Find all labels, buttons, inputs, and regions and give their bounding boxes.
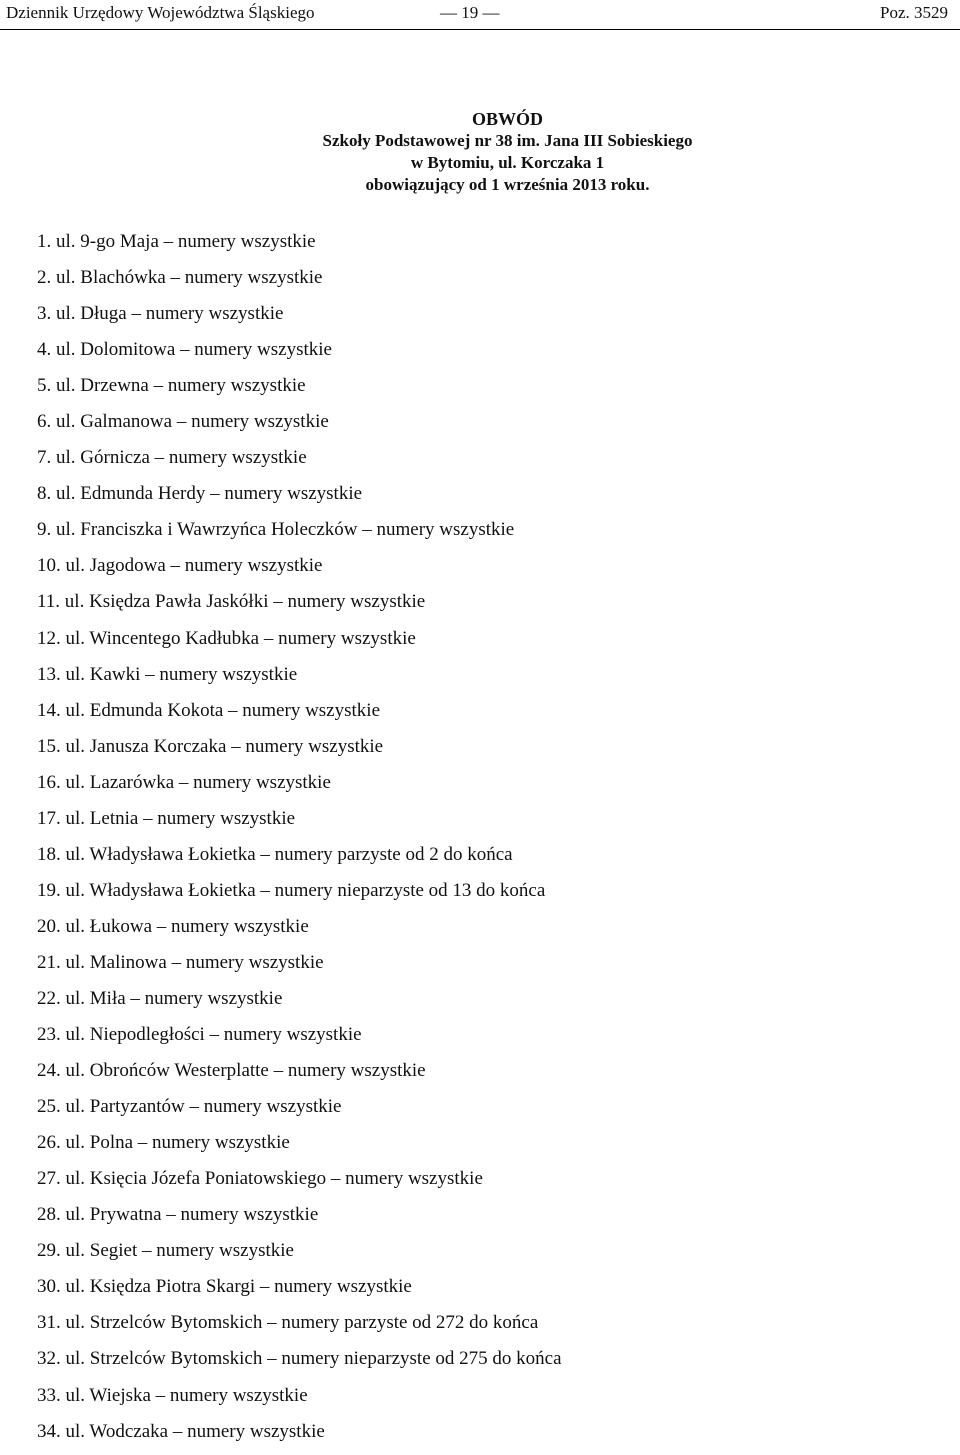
list-item: 28. ul. Prywatna – numery wszystkie (37, 1204, 319, 1226)
list-item: 34. ul. Wodczaka – numery wszystkie (37, 1420, 325, 1442)
list-item: 8. ul. Edmunda Herdy – numery wszystkie (37, 483, 363, 505)
list-item: 20. ul. Łukowa – numery wszystkie (37, 915, 309, 937)
header-divider (0, 29, 960, 30)
list-item: 30. ul. Księdza Piotra Skargi – numery wszystkie (37, 1276, 412, 1298)
list-item: 23. ul. Niepodległości – numery wszystkie (37, 1024, 362, 1046)
list-item: 5. ul. Drzewna – numery wszystkie (37, 375, 306, 397)
list-item: 17. ul. Letnia – numery wszystkie (37, 807, 296, 829)
list-item: 32. ul. Strzelców Bytomskich – numery nieparzyste od 275 do końca (37, 1348, 562, 1370)
list-item: 21. ul. Malinowa – numery wszystkie (37, 951, 324, 973)
list-item: 33. ul. Wiejska – numery wszystkie (37, 1384, 308, 1406)
list-item: 1. ul. 9-go Maja – numery wszystkie (37, 231, 316, 252)
list-item: 26. ul. Polna – numery wszystkie (37, 1132, 290, 1154)
list-item: 27. ul. Księcia Józefa Poniatowskiego – numery wszystkie (37, 1168, 483, 1190)
list-item: 16. ul. Lazarówka – numery wszystkie (37, 771, 331, 793)
list-item: 22. ul. Miła – numery wszystkie (37, 987, 283, 1009)
title-validity: obowiązujący od 1 września 2013 roku. (365, 175, 650, 194)
list-item: 10. ul. Jagodowa – numery wszystkie (37, 555, 323, 577)
list-item: 13. ul. Kawki – numery wszystkie (37, 663, 298, 685)
list-item: 2. ul. Blachówka – numery wszystkie (37, 267, 323, 289)
list-item: 31. ul. Strzelców Bytomskich – numery parzyste od 272 do końca (37, 1312, 539, 1334)
journal-name: Dziennik Urzędowy Województwa Śląskiego (6, 3, 315, 22)
list-item: 19. ul. Władysława Łokietka – numery nieparzyste od 13 do końca (37, 879, 546, 901)
page-header (0, 0, 960, 29)
list-item: 29. ul. Segiet – numery wszystkie (37, 1240, 294, 1262)
title-heading: OBWÓD (471, 109, 543, 129)
list-item: 11. ul. Księdza Pawła Jaskółki – numery wszystkie (37, 591, 426, 613)
list-item: 6. ul. Galmanowa – numery wszystkie (37, 411, 329, 433)
list-item: 15. ul. Janusza Korczaka – numery wszystkie (37, 735, 384, 757)
page-number: — 19 — (440, 3, 500, 22)
list-item: 14. ul. Edmunda Kokota – numery wszystkie (37, 699, 381, 721)
title-address: w Bytomiu, ul. Korczaka 1 (410, 153, 605, 172)
position-number: Poz. 3529 (880, 3, 948, 22)
street-list (37, 229, 562, 1455)
list-item: 4. ul. Dolomitowa – numery wszystkie (37, 339, 332, 361)
title-school: Szkoły Podstawowej nr 38 im. Jana III Sobieskiego (322, 131, 693, 150)
list-item: 25. ul. Partyzantów – numery wszystkie (37, 1096, 342, 1118)
document-title (230, 108, 785, 196)
list-item: 12. ul. Wincentego Kadłubka – numery wszystkie (37, 627, 416, 649)
list-item: 9. ul. Franciszka i Wawrzyńca Holeczków – numery wszystkie (37, 519, 515, 541)
list-item: 18. ul. Władysława Łokietka – numery parzyste od 2 do końca (37, 843, 513, 865)
list-item: 7. ul. Górnicza – numery wszystkie (37, 447, 307, 469)
list-item: 3. ul. Długa – numery wszystkie (37, 303, 284, 325)
list-item: 24. ul. Obrońców Westerplatte – numery wszystkie (37, 1060, 426, 1082)
